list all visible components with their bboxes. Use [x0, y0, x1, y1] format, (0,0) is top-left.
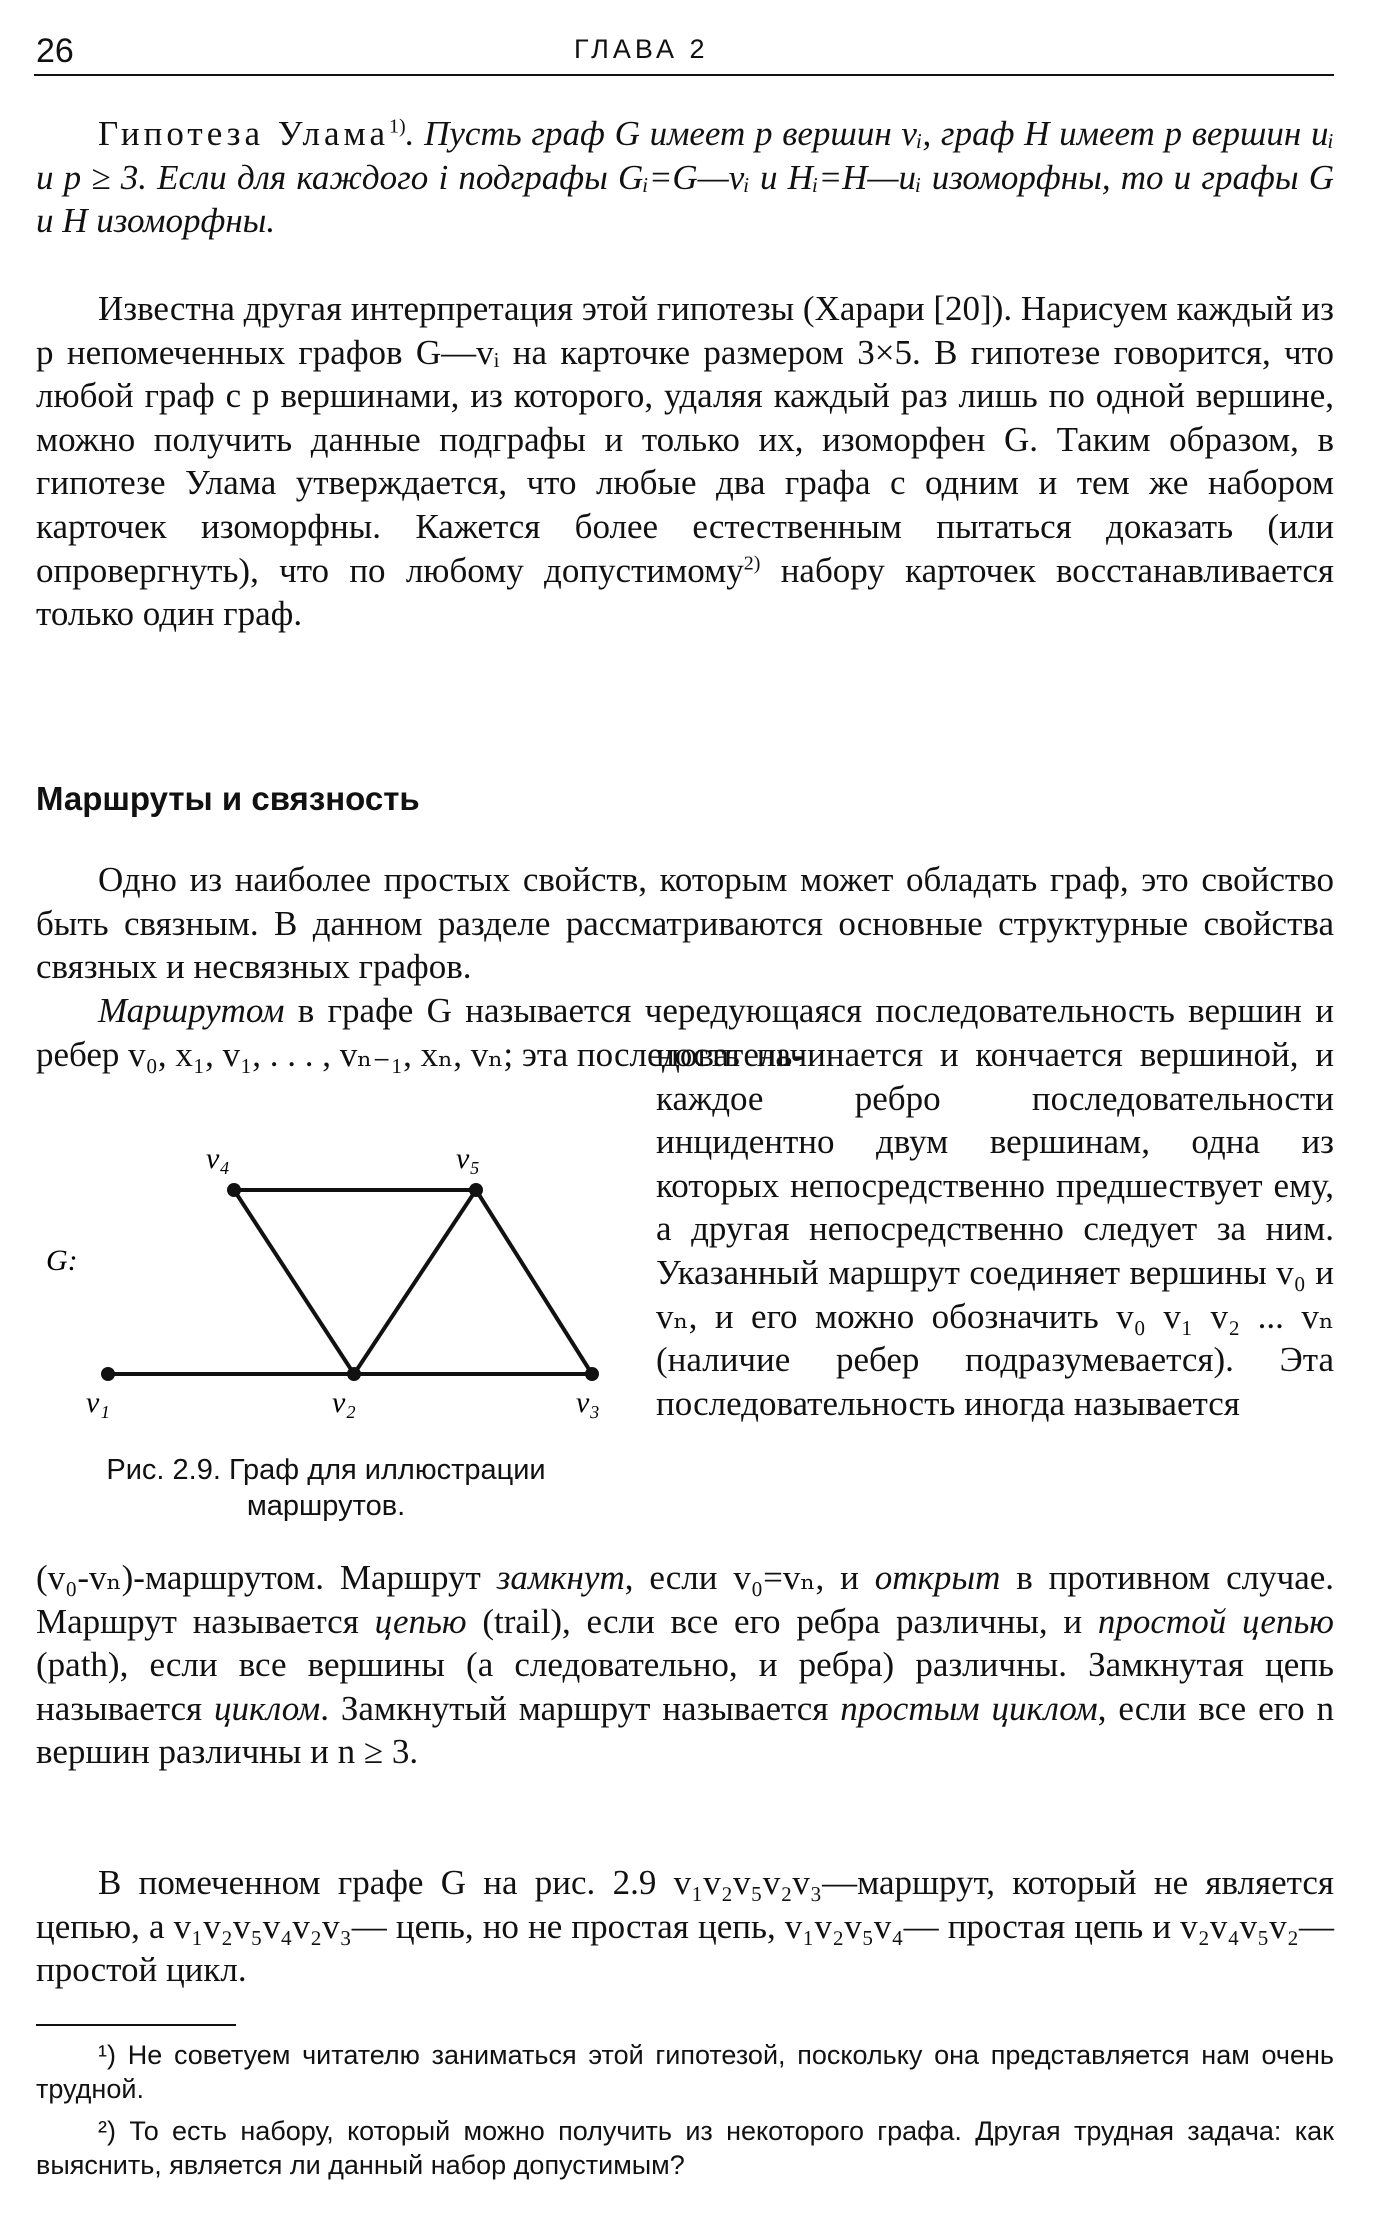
page-number: 26 — [36, 32, 74, 70]
footnote-ref-1: 1) — [389, 115, 406, 138]
page-header — [34, 28, 1334, 78]
footnote-ref-2: 2) — [743, 551, 761, 574]
edge-v5-v3 — [476, 1190, 592, 1374]
label-v5: v₅ — [456, 1142, 480, 1175]
footnote-1-mark: ¹) — [98, 2040, 116, 2070]
edge-v4-v2 — [234, 1190, 354, 1374]
conjecture-title: Гипотеза Улама — [98, 114, 389, 153]
route-definition-wrapped: ность начинается и кончается вершиной, и каждое ребро последовательности инцидентно двум вершинам, одна из которых непосредственно предшествует ему, а другая непосредственно следует за ним. Указанный маршрут соединяет вершины v₀ и vₙ, и его можно обозначить v₀ v₁ v₂ ... vₙ (наличие ребер подразумевается). Эта последовательность иногда называется — [656, 1035, 1334, 1423]
graph-diagram — [36, 1080, 616, 1450]
vertex-v4 — [227, 1183, 241, 1197]
footnote-1 — [36, 2038, 1334, 2106]
footnote-1-text: Не советуем читателю заниматься этой гипотезой, поскольку она представляется нам очень трудной. — [36, 2040, 1334, 2104]
route-text-1: (v₀-vₙ)-маршрутом. Маршрут — [36, 1558, 497, 1597]
interpretation-paragraph — [36, 287, 1334, 636]
route-text-4: (trail), если все его ребра различны, и — [466, 1601, 1098, 1641]
vertex-v1 — [101, 1367, 115, 1381]
term-route: Маршрутом — [98, 991, 285, 1030]
label-v1: v₁ — [86, 1386, 110, 1419]
figure-caption — [36, 1452, 616, 1524]
label-v4: v₄ — [206, 1142, 230, 1175]
route-text-2: , если v₀=vₙ, и — [624, 1558, 875, 1597]
route-text-6: . Замкнутый маршрут называется — [320, 1688, 841, 1728]
footnote-2-mark: ²) — [98, 2116, 116, 2146]
footnote-rule — [36, 2024, 236, 2026]
vertex-v2 — [347, 1367, 361, 1381]
example-paragraph: В помеченном графе G на рис. 2.9 v₁v₂v₅v₂v₃—маршрут, который не является цепью, а v₁v₂v₅v₄v₂v₃— цепь, но не простая цепь, v₁v₂v₅v₄— простая цепь и v₂v₄v₅v₂— простой цикл. — [36, 1863, 1334, 1990]
intro-paragraph: Одно из наиболее простых свойств, которым может обладать граф, это свойство быть связным. В данном разделе рассматриваются основные структурные свойства связных и несвязных графов. — [36, 860, 1334, 987]
route-text-3: в противном случае. Маршрут называется — [36, 1558, 1335, 1641]
footnote-2-text: То есть набору, который можно получить из некоторого графа. Другая трудная задача: как выяснить, является ли данный набор допустимым? — [36, 2116, 1334, 2180]
term-cycle: циклом — [213, 1688, 321, 1728]
label-v2: v₂ — [332, 1386, 356, 1419]
interpretation-text-1: Известна другая интерпретация этой гипотезы (Харари [20]). Нарисуем каждый из p непомеченных графов G—vᵢ на карточке размером 3×5. В гипотезе говорится, что любой граф с p вершинами, из которого, удаляя каждый раз лишь по одной вершине, можно получить данные подграфы и только их, изоморфен G. Таким образом, в гипотезе Улама утверждается, что любые два графа с одним и тем же набором карточек изоморфны. Кажется более естественным пытаться доказать (или опровергнуть), что по любому допустимому — [36, 289, 1335, 590]
route-text-7: , если все его n вершин различны и n ≥ 3. — [36, 1688, 1334, 1772]
figure-2-9 — [36, 1080, 616, 1540]
term-closed: замкнут — [496, 1558, 625, 1597]
ulam-conjecture — [36, 112, 1334, 243]
interpretation-text-2: набору карточек восстанавливается только один граф. — [36, 550, 1334, 634]
term-open: открыт — [874, 1558, 1001, 1597]
graph-label: G: — [46, 1244, 78, 1277]
caption-line-1: Рис. 2.9. Граф для иллюстрации — [106, 1454, 546, 1486]
vertex-v5 — [469, 1183, 483, 1197]
term-simple-cycle: простым циклом — [840, 1688, 1098, 1728]
label-v3: v₃ — [576, 1386, 600, 1419]
caption-line-2: маршрутов. — [246, 1490, 406, 1522]
vertex-v3 — [585, 1367, 599, 1381]
route-definition-continued — [36, 1556, 1334, 1774]
route-lead-text: в графе G называется чередующаяся последовательность вершин и ребер v₀, x₁, v₁, . . . , vₙ₋₁, xₙ, vₙ; эта последователь- — [36, 991, 1334, 1074]
conjecture-text: . Пусть граф G имеет p вершин vᵢ, граф H имеет p вершин uᵢ и p ≥ 3. Если для каждого i подграфы Gᵢ=G—vᵢ и Hᵢ=H—uᵢ изоморфны, то и графы G и H изоморфны. — [36, 114, 1334, 241]
term-trail: цепью — [374, 1601, 467, 1641]
route-text-5: (path), если все вершины (а следовательно, и ребра) различны. Замкнутая цепь называется — [36, 1645, 1334, 1728]
term-path: простой цепью — [1097, 1601, 1334, 1641]
section-heading: Маршруты и связность — [36, 780, 420, 817]
footnote-2 — [36, 2114, 1334, 2182]
header-rule — [34, 74, 1334, 76]
chapter-title: ГЛАВА 2 — [574, 34, 709, 64]
edge-v5-v2 — [354, 1190, 476, 1374]
